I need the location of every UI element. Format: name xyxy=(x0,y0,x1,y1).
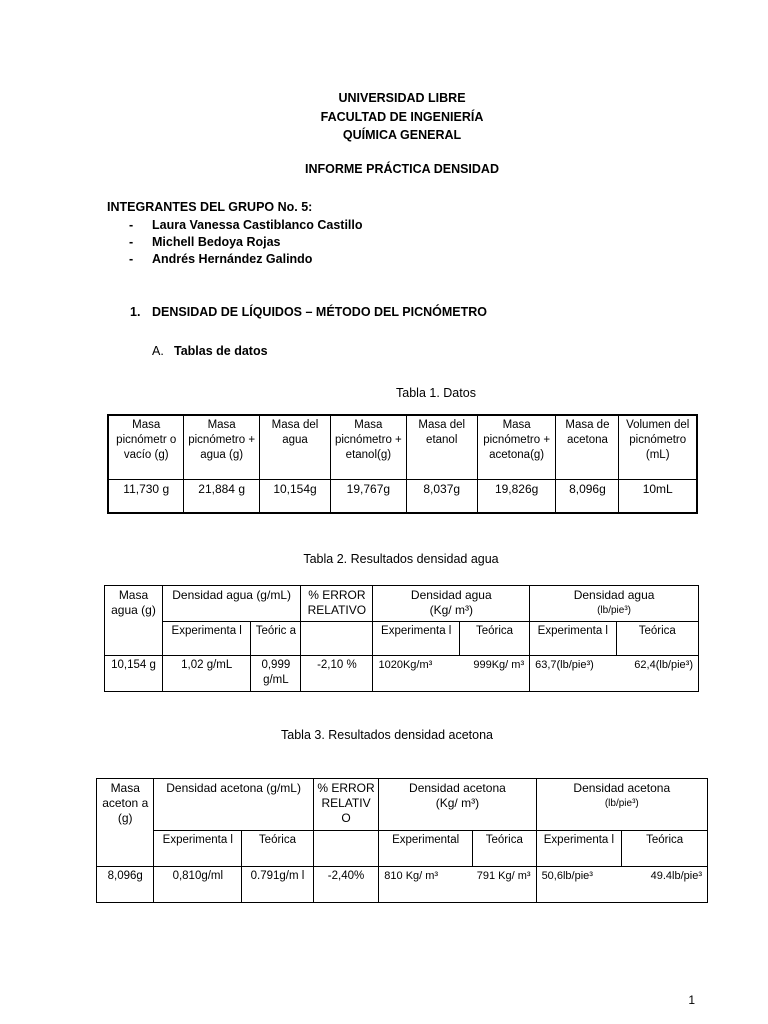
table3-header-density-gml: Densidad acetona (g/mL) xyxy=(154,779,313,831)
group-member: - Andrés Hernández Galindo xyxy=(129,252,313,266)
table3-caption: Tabla 3. Resultados densidad acetona xyxy=(281,728,493,742)
table3-cell: -2,40% xyxy=(313,867,379,903)
table1-cell: 19,767g xyxy=(331,479,406,513)
table1-header: Masa picnómetro + acetona(g) xyxy=(477,415,556,479)
group-title: INTEGRANTES DEL GRUPO No. 5: xyxy=(107,200,313,214)
table2-subheader: Teóric a xyxy=(251,622,301,656)
table1-header: Masa del etanol xyxy=(406,415,477,479)
table1-header: Masa picnómetro + etanol(g) xyxy=(331,415,406,479)
table3 xyxy=(96,778,708,903)
table3-empty-cell xyxy=(313,831,379,867)
table3-header-mass: Masa aceton a (g) xyxy=(97,779,154,867)
table1-header: Masa de acetona xyxy=(556,415,619,479)
table3-subheader: Teórica xyxy=(473,831,537,867)
table3-subheader: Experimental xyxy=(379,831,473,867)
group-member: - Michell Bedoya Rojas xyxy=(129,235,281,249)
table1-header: Masa picnómetr o vacío (g) xyxy=(108,415,184,479)
table1-header: Masa picnómetro + agua (g) xyxy=(184,415,259,479)
table1-cell: 21,884 g xyxy=(184,479,259,513)
table2-header-density-lb: Densidad agua (lb/pie³) xyxy=(530,586,699,622)
table3-cell-lb: 50,6lb/pie³ 49.4lb/pie³ xyxy=(536,867,707,903)
table2-cell: -2,10 % xyxy=(301,656,373,692)
table3-subheader: Teórica xyxy=(622,831,708,867)
table1-cell: 11,730 g xyxy=(108,479,184,513)
table1-cell: 8,096g xyxy=(556,479,619,513)
table1-caption: Tabla 1. Datos xyxy=(396,386,476,400)
table2-header-error: % ERROR RELATIVO xyxy=(301,586,373,622)
table3-subheader: Experimenta l xyxy=(154,831,242,867)
table3-subheader: Experimenta l xyxy=(536,831,622,867)
table2-cell: 10,154 g xyxy=(105,656,163,692)
table2-subheader: Teórica xyxy=(459,622,529,656)
table1-cell: 8,037g xyxy=(406,479,477,513)
table2-caption: Tabla 2. Resultados densidad agua xyxy=(303,552,499,566)
table2-cell: 1,02 g/mL xyxy=(162,656,250,692)
table1-header: Volumen del picnómetro (mL) xyxy=(619,415,697,479)
section-heading: 1. DENSIDAD DE LÍQUIDOS – MÉTODO DEL PICNÓMETRO xyxy=(130,305,487,319)
page-number: 1 xyxy=(688,993,695,1007)
table1 xyxy=(107,414,698,514)
table2-header-density-gml: Densidad agua (g/mL) xyxy=(162,586,300,622)
table2-header-mass: Masa agua (g) xyxy=(105,586,163,656)
table3-header-density-kg: Densidad acetona (Kg/ m³) xyxy=(379,779,536,831)
subsection-heading: A. Tablas de datos xyxy=(152,344,268,358)
table2-subheader: Experimenta l xyxy=(162,622,250,656)
table3-header-error: % ERROR RELATIV O xyxy=(313,779,379,831)
table2 xyxy=(104,585,699,692)
table3-cell: 0.791g/m l xyxy=(242,867,314,903)
faculty-name: FACULTAD DE INGENIERÍA xyxy=(320,110,484,124)
table1-header: Masa del agua xyxy=(259,415,330,479)
table3-subheader: Teórica xyxy=(242,831,314,867)
group-member: - Laura Vanessa Castiblanco Castillo xyxy=(129,218,363,232)
table1-cell: 10mL xyxy=(619,479,697,513)
table2-cell: 0,999 g/mL xyxy=(251,656,301,692)
table1-cell: 19,826g xyxy=(477,479,556,513)
table2-subheader: Experimenta l xyxy=(530,622,616,656)
table1-cell: 10,154g xyxy=(259,479,330,513)
table2-header-density-kg: Densidad agua (Kg/ m³) xyxy=(373,586,530,622)
table2-cell-lb: 63,7(lb/pie³) 62,4(lb/pie³) xyxy=(530,656,699,692)
table2-subheader: Experimenta l xyxy=(373,622,459,656)
report-title: INFORME PRÁCTICA DENSIDAD xyxy=(305,162,499,176)
table2-cell-kg: 1020Kg/m³ 999Kg/ m³ xyxy=(373,656,530,692)
table3-header-density-lb: Densidad acetona (lb/pie³) xyxy=(536,779,707,831)
table2-subheader: Teórica xyxy=(616,622,698,656)
table3-cell-kg: 810 Kg/ m³ 791 Kg/ m³ xyxy=(379,867,536,903)
subject-name: QUÍMICA GENERAL xyxy=(342,128,462,142)
table3-cell: 0,810g/ml xyxy=(154,867,242,903)
table2-empty-cell xyxy=(301,622,373,656)
table3-cell: 8,096g xyxy=(97,867,154,903)
university-name: UNIVERSIDAD LIBRE xyxy=(338,91,466,105)
